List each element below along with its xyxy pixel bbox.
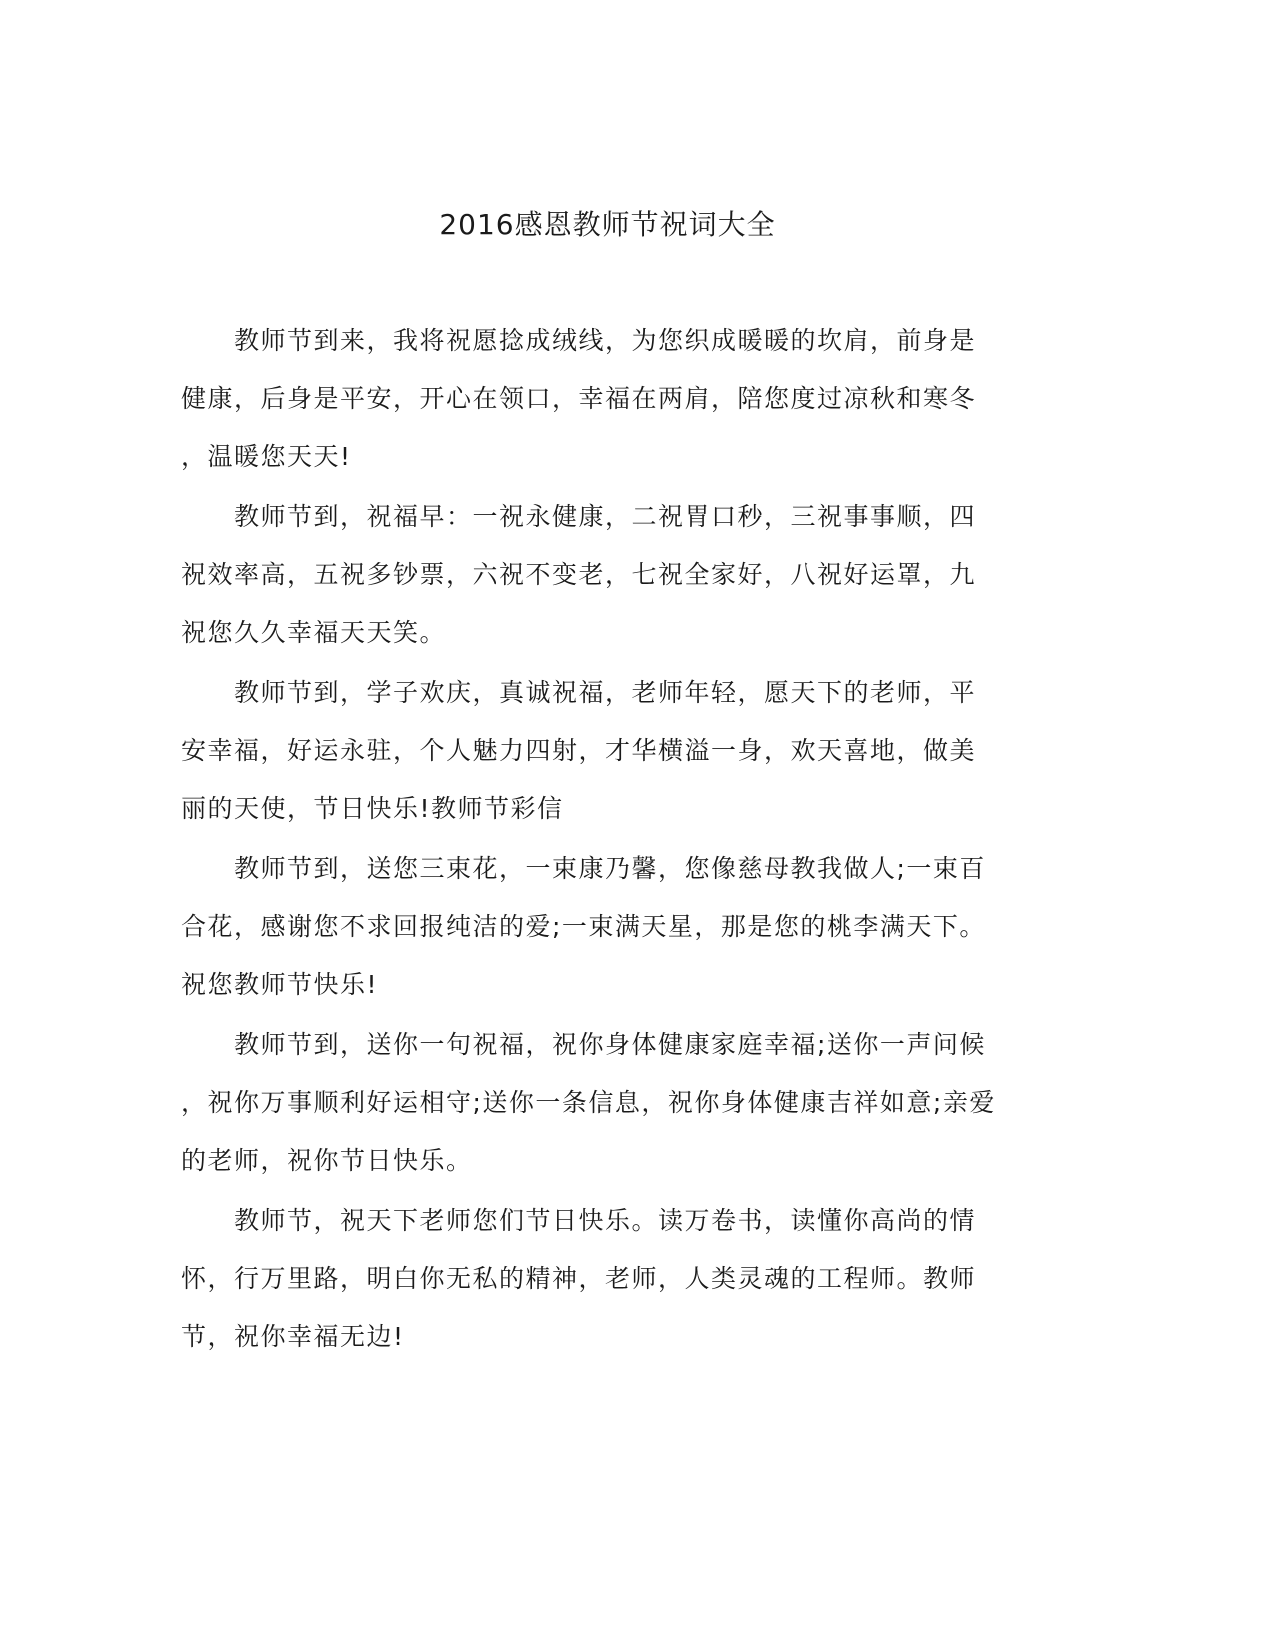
paragraph-line: 合花，感谢您不求回报纯洁的爱;一束满天星，那是您的桃李满天下。 [181,912,986,941]
paragraph-line: ，温暖您天天! [181,442,352,471]
paragraph-2 [181,488,1035,662]
document-title: 2016感恩教师节祝词大全 [439,208,776,241]
paragraph-5 [181,1016,1035,1190]
paragraph-line: ，祝你万事顺利好运相守;送你一条信息，祝你身体健康吉祥如意;亲爱 [181,1088,996,1117]
paragraph-6 [181,1192,1035,1366]
paragraph-3 [181,664,1035,838]
paragraph-line: 节，祝你幸福无边! [181,1322,405,1351]
paragraph-line: 健康，后身是平安，开心在领口，幸福在两肩，陪您度过凉秋和寒冬 [181,384,977,413]
paragraph-line: 教师节到，送你一句祝福，祝你身体健康家庭幸福;送你一声问候 [181,1030,986,1059]
paragraph-line: 怀，行万里路，明白你无私的精神，老师，人类灵魂的工程师。教师 [181,1264,977,1293]
paragraph-line: 教师节到来，我将祝愿捻成绒线，为您织成暖暖的坎肩，前身是 [181,326,977,355]
paragraph-line: 丽的天使，节日快乐!教师节彩信 [181,794,564,823]
paragraph-line: 的老师，祝你节日快乐。 [181,1146,473,1175]
paragraph-line: 教师节，祝天下老师您们节日快乐。读万卷书，读懂你高尚的情 [181,1206,977,1235]
document-body [181,312,1035,1366]
paragraph-line: 教师节到，送您三束花，一束康乃馨，您像慈母教我做人;一束百 [181,854,986,883]
paragraph-line: 祝效率高，五祝多钞票，六祝不变老，七祝全家好，八祝好运罩，九 [181,560,977,589]
paragraph-1 [181,312,1035,486]
paragraph-line: 安幸福，好运永驻，个人魅力四射，才华横溢一身，欢天喜地，做美 [181,736,977,765]
paragraph-line: 教师节到，学子欢庆，真诚祝福，老师年轻，愿天下的老师，平 [181,678,977,707]
paragraph-line: 教师节到，祝福早：一祝永健康，二祝胃口秒，三祝事事顺，四 [181,502,977,531]
paragraph-line: 祝您教师节快乐! [181,970,379,999]
paragraph-4 [181,840,1035,1014]
paragraph-line: 祝您久久幸福天天笑。 [181,618,447,647]
